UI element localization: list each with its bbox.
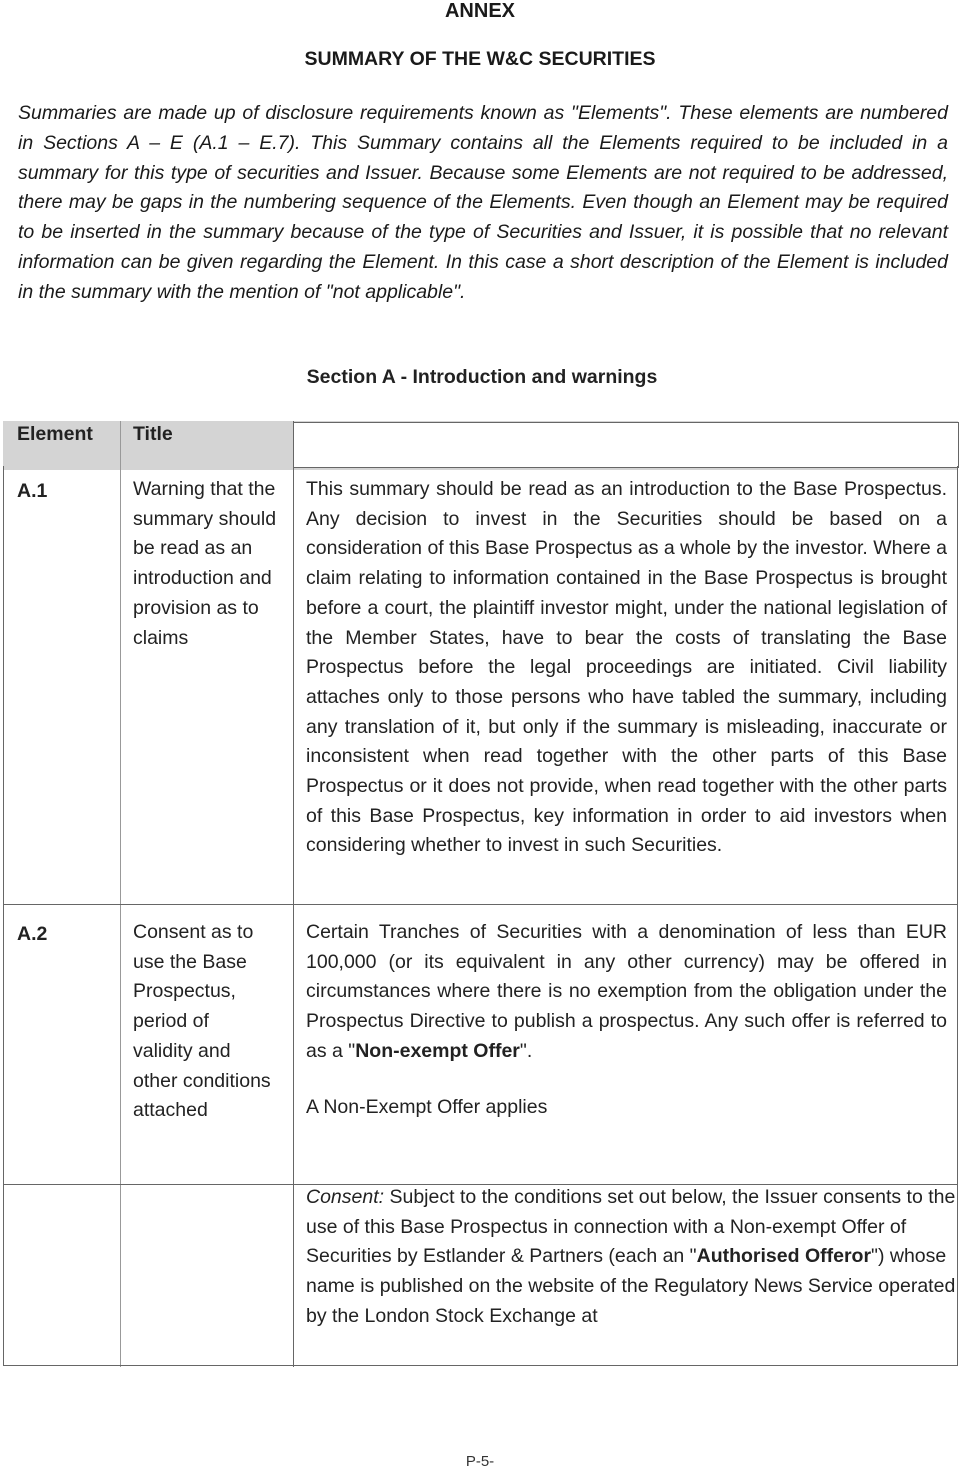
body-text: Certain Tranches of Securities with a denomination of less than EUR 100,000 (or its equivalent in any other currency) may be offered in circumstances where there is no exemption from the obligation under the Prospectus Directive to publish a prospectus. Any such offer is referred to as a " bbox=[306, 921, 947, 1062]
table-border-bottom bbox=[3, 1365, 958, 1366]
non-exempt-offer-applies: A Non-Exempt Offer applies bbox=[306, 1096, 548, 1118]
defined-term-non-exempt-offer: Non-exempt Offer bbox=[355, 1039, 520, 1062]
table-row-title: Consent as to use the Base Prospectus, period of validity and other conditions attached bbox=[133, 921, 271, 1122]
defined-term-authorised-offeror: Authorised Offeror bbox=[696, 1245, 872, 1268]
table-border-left bbox=[3, 466, 4, 1366]
table-row-element-id: A.2 bbox=[17, 923, 48, 945]
consent-text: Subject to the conditions set out below, the Issuer consents to the use of this Base Prospectus in connection with a Non-exempt Offer of Securities by Estlander & Partners (each an " bbox=[306, 1186, 956, 1268]
table-row-body: This summary should be read as an introduction to the Base Prospectus. Any decision to invest in the Securities should be based on a consideration of this Base Prospectus as a whole by the investor. Where a claim relating to information contained in the Base Prospectus is brought before a court, the plaintiff investor might, under the national legislation of the Member States, have to bear the costs of translating the Base Prospectus before the legal proceedings are initiated. Civil liability attaches only to those persons who have tabled the summary, including any translation of it, but only if the summary is misleading, inaccurate or inconsistent when read together with the other parts of this Base Prospectus or it does not provide, when read together with the other parts of this Base Prospectus, key information in order to aid investors when considering whether to invest in such Securities. bbox=[306, 478, 947, 857]
column-divider-2 bbox=[293, 421, 294, 1367]
table-row-title: Warning that the summary should be read as an introduction and provision as to claims bbox=[133, 478, 277, 649]
body-text-end: ". bbox=[519, 1039, 533, 1062]
table-row-body bbox=[306, 918, 947, 1067]
consent-text-end: ") whose name is published on the website of the Regulatory News Service operated by the London Stock Exchange at bbox=[306, 1245, 956, 1327]
table-row-element-id: A.1 bbox=[17, 480, 48, 502]
table-header-blank-cell bbox=[293, 422, 959, 468]
consent-label: Consent: bbox=[306, 1186, 385, 1208]
table-border-right bbox=[957, 466, 958, 1366]
column-header-element: Element bbox=[17, 423, 93, 445]
column-header-title: Title bbox=[133, 423, 173, 445]
column-divider-1 bbox=[120, 421, 121, 1367]
page-number: P-5- bbox=[465, 1453, 495, 1470]
annex-heading: ANNEX bbox=[444, 0, 515, 22]
intro-paragraph: Summaries are made up of disclosure requirements known as "Elements". These elements are numbered in Sections A – E (A.1 – E.7). This Summary contains all the Elements required to be included in a summary for this type of securities and Issuer. Because some Elements are not required to be addressed, there may be gaps in the numbering sequence of the Elements. Even though an Element may be required to be inserted in the summary because of the type of Securities and Issuer, it is possible that no relevant information can be given regarding the Element. In this case a short description of the Element is included in the summary with the mention of "not applicable". bbox=[18, 102, 948, 303]
summary-title: SUMMARY OF THE W&C SECURITIES bbox=[304, 48, 656, 70]
section-heading: Section A - Introduction and warnings bbox=[306, 366, 658, 388]
row-divider-1 bbox=[3, 904, 958, 905]
consent-paragraph bbox=[306, 1183, 956, 1332]
